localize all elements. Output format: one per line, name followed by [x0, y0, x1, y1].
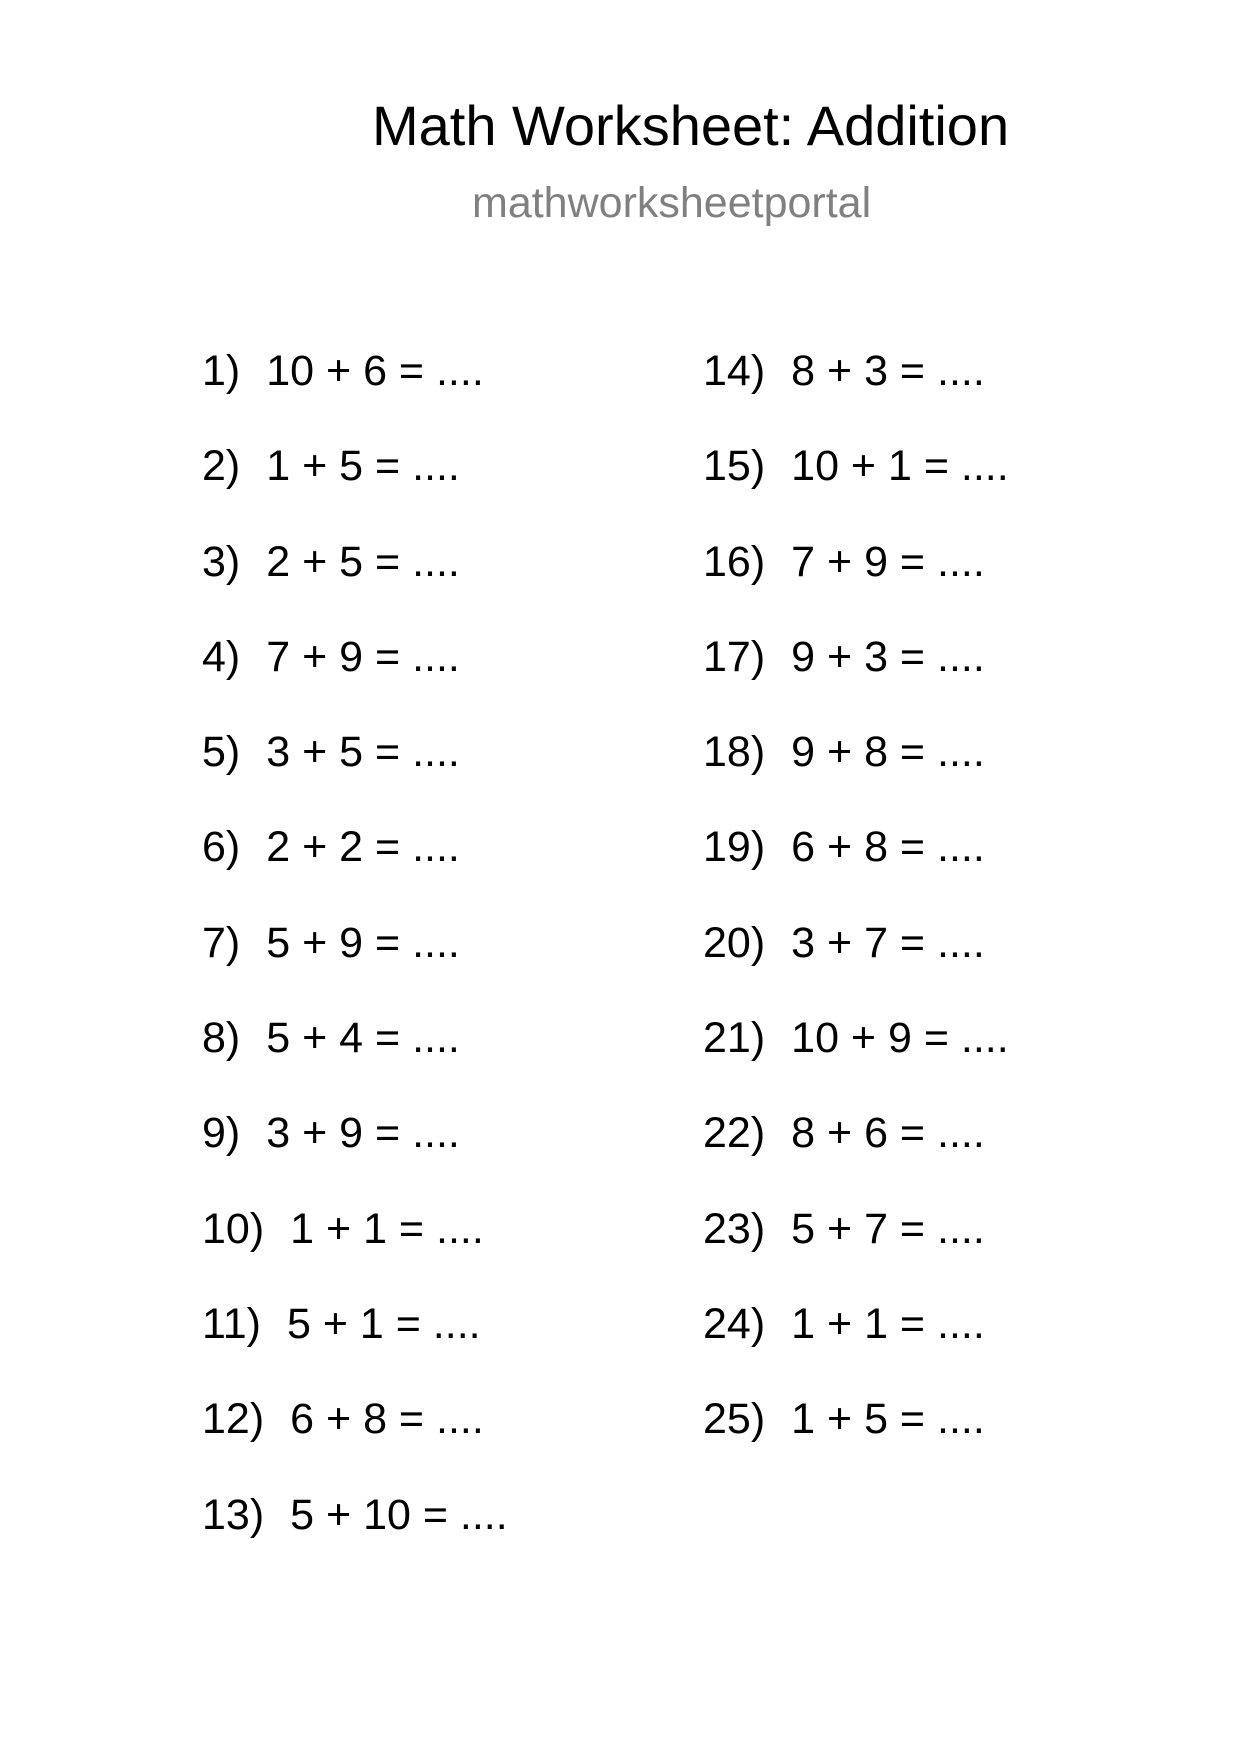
problem-number: 1) — [202, 347, 241, 395]
problem-expression: 1 + 1 = .... — [290, 1204, 484, 1253]
problem-number: 6) — [202, 823, 241, 872]
problem-item — [703, 918, 1009, 1017]
problem-number: 21) — [703, 1014, 766, 1063]
problem-item — [202, 728, 508, 826]
problem-item — [202, 823, 508, 921]
problem-expression: 9 + 8 = .... — [791, 728, 985, 777]
problem-number: 19) — [703, 823, 766, 872]
problem-item — [202, 632, 508, 731]
problem-item — [703, 1109, 1009, 1207]
problem-column-left — [202, 347, 508, 1589]
problem-number: 4) — [202, 632, 241, 681]
problem-item — [703, 442, 1009, 540]
problem-expression: 1 + 5 = .... — [791, 1395, 985, 1444]
problem-number: 12) — [202, 1395, 265, 1444]
problem-expression: 10 + 1 = .... — [791, 442, 1009, 491]
problem-expression: 1 + 5 = .... — [266, 442, 460, 491]
problem-number: 9) — [202, 1109, 241, 1158]
problem-expression: 2 + 2 = .... — [266, 823, 460, 872]
worksheet-subtitle: mathworksheetportal — [472, 179, 872, 227]
problem-number: 16) — [703, 537, 766, 586]
problem-expression: 1 + 1 = .... — [791, 1299, 985, 1348]
problem-expression: 6 + 8 = .... — [290, 1395, 484, 1444]
problem-number: 23) — [703, 1204, 766, 1253]
problem-number: 11) — [202, 1299, 261, 1348]
problem-number: 13) — [202, 1490, 265, 1539]
problem-item — [703, 823, 1009, 921]
problem-expression: 7 + 9 = .... — [266, 632, 460, 681]
problem-item — [703, 537, 1009, 636]
problem-expression: 5 + 1 = .... — [286, 1299, 481, 1348]
problem-item — [202, 1395, 508, 1493]
problem-expression: 5 + 10 = .... — [290, 1490, 508, 1539]
problem-number: 14) — [703, 347, 766, 395]
problem-expression: 5 + 4 = .... — [266, 1014, 460, 1063]
problem-item — [202, 1014, 508, 1112]
problem-expression: 10 + 9 = .... — [791, 1014, 1009, 1063]
problem-item — [703, 728, 1009, 826]
problem-number: 5) — [202, 728, 241, 777]
problem-number: 15) — [703, 442, 766, 491]
worksheet-title: Math Worksheet: Addition — [372, 94, 1010, 157]
problem-item — [202, 1109, 508, 1207]
problem-expression: 6 + 8 = .... — [791, 823, 985, 872]
problem-expression: 8 + 6 = .... — [791, 1109, 985, 1158]
problem-item — [202, 1299, 508, 1398]
problem-item — [202, 1490, 508, 1589]
problem-expression: 10 + 6 = .... — [266, 347, 484, 395]
problem-item — [703, 1204, 1009, 1303]
problem-number: 24) — [703, 1299, 766, 1348]
problem-item — [202, 537, 508, 636]
problem-expression: 5 + 9 = .... — [266, 918, 460, 967]
problem-item — [202, 347, 508, 445]
problem-item — [202, 918, 508, 1017]
problem-item — [703, 347, 1009, 445]
problem-expression: 5 + 7 = .... — [791, 1204, 985, 1253]
problem-item — [202, 442, 508, 540]
problem-expression: 3 + 9 = .... — [266, 1109, 460, 1158]
problem-column-right — [703, 347, 1009, 1494]
problem-item — [703, 632, 1009, 731]
problem-item — [703, 1299, 1009, 1398]
problem-number: 17) — [703, 632, 766, 681]
problem-number: 3) — [202, 537, 241, 586]
problem-number: 25) — [703, 1395, 766, 1444]
problem-expression: 9 + 3 = .... — [791, 632, 985, 681]
problem-item — [703, 1395, 1009, 1493]
problem-number: 18) — [703, 728, 766, 777]
problem-number: 20) — [703, 918, 766, 967]
problem-number: 8) — [202, 1014, 241, 1063]
problem-item — [202, 1204, 508, 1303]
problem-expression: 2 + 5 = .... — [266, 537, 460, 586]
problem-number: 2) — [202, 442, 241, 491]
problem-number: 7) — [202, 918, 241, 967]
problem-item — [703, 1014, 1009, 1112]
problem-expression: 3 + 5 = .... — [266, 728, 460, 777]
problem-number: 22) — [703, 1109, 766, 1158]
problem-number: 10) — [202, 1204, 265, 1253]
problem-expression: 7 + 9 = .... — [791, 537, 985, 586]
problem-expression: 3 + 7 = .... — [791, 918, 985, 967]
problem-expression: 8 + 3 = .... — [791, 347, 985, 395]
